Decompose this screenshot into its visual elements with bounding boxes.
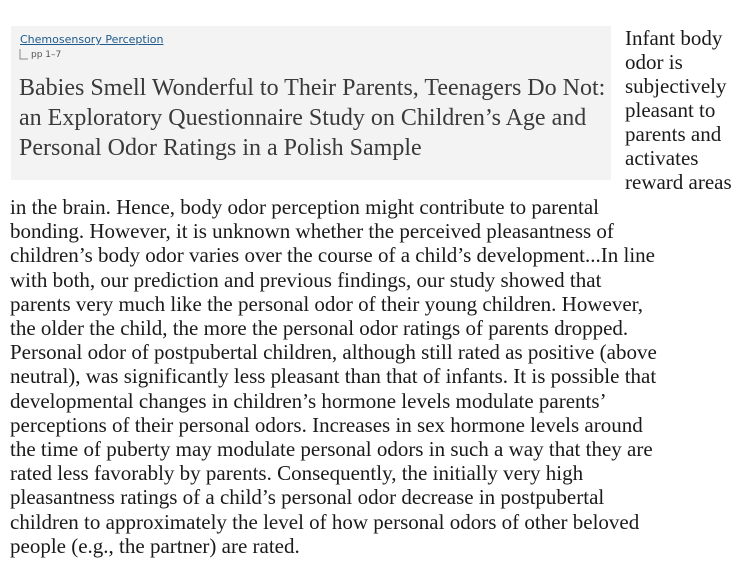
- journal-link[interactable]: Chemosensory Perception: [20, 33, 164, 46]
- excerpt-body-line: the older the child, the more the personal odor ratings of parents dropped.: [10, 316, 629, 341]
- excerpt-body-line: the time of puberty may modulate personal odors in such a way that they are: [10, 437, 653, 462]
- excerpt-side-line: activates: [625, 146, 699, 170]
- excerpt-body-line: rated less favorably by parents. Consequently, the initially very high: [10, 461, 584, 486]
- article-title: Babies Smell Wonderful to Their Parents, Teenagers Do Not: an Exploratory Questionnaire Study on Children’s Age and Personal Odor Ratings in a Polish Sample: [19, 75, 606, 161]
- article-citation-card: [11, 26, 611, 180]
- excerpt-body-line: children to approximately the level of how personal odors of other beloved: [10, 509, 640, 534]
- excerpt-side-line: odor is: [625, 50, 683, 74]
- excerpt-body-line: pleasantness ratings of a child’s personal odor decrease in postpubertal: [10, 485, 605, 510]
- excerpt-side-line: subjectively: [625, 74, 727, 98]
- excerpt-body-line: Personal odor of postpubertal children, although still rated as positive (above: [10, 340, 657, 365]
- excerpt-side-column: [625, 26, 753, 194]
- excerpt-body-line: people (e.g., the partner) are rated.: [10, 533, 300, 558]
- excerpt-side-line: Infant body: [625, 26, 723, 50]
- excerpt-side-line: reward areas: [625, 170, 732, 194]
- excerpt-body-line: children’s body odor varies over the course of a child’s development...In line: [10, 243, 655, 268]
- excerpt-side-line: pleasant to: [625, 98, 716, 122]
- excerpt-body-line: bonding. However, it is unknown whether the perceived pleasantness of: [10, 219, 614, 244]
- excerpt-body-line: with both, our prediction and previous findings, our study showed that: [10, 267, 602, 292]
- excerpt-body: [10, 195, 750, 558]
- excerpt-body-line: parents very much like the personal odor of their young children. However,: [10, 291, 644, 316]
- page-range: pp 1–7: [31, 50, 62, 60]
- excerpt-side-line: parents and: [625, 122, 722, 146]
- excerpt-body-line: developmental changes in children’s hormone levels modulate parents’: [10, 388, 607, 413]
- excerpt-body-line: neutral), was significantly less pleasant than that of infants. It is possible that: [10, 364, 657, 389]
- excerpt-body-line: perceptions of their personal odors. Increases in sex hormone levels around: [10, 412, 643, 437]
- excerpt-body-line: in the brain. Hence, body odor perception might contribute to parental: [10, 195, 599, 219]
